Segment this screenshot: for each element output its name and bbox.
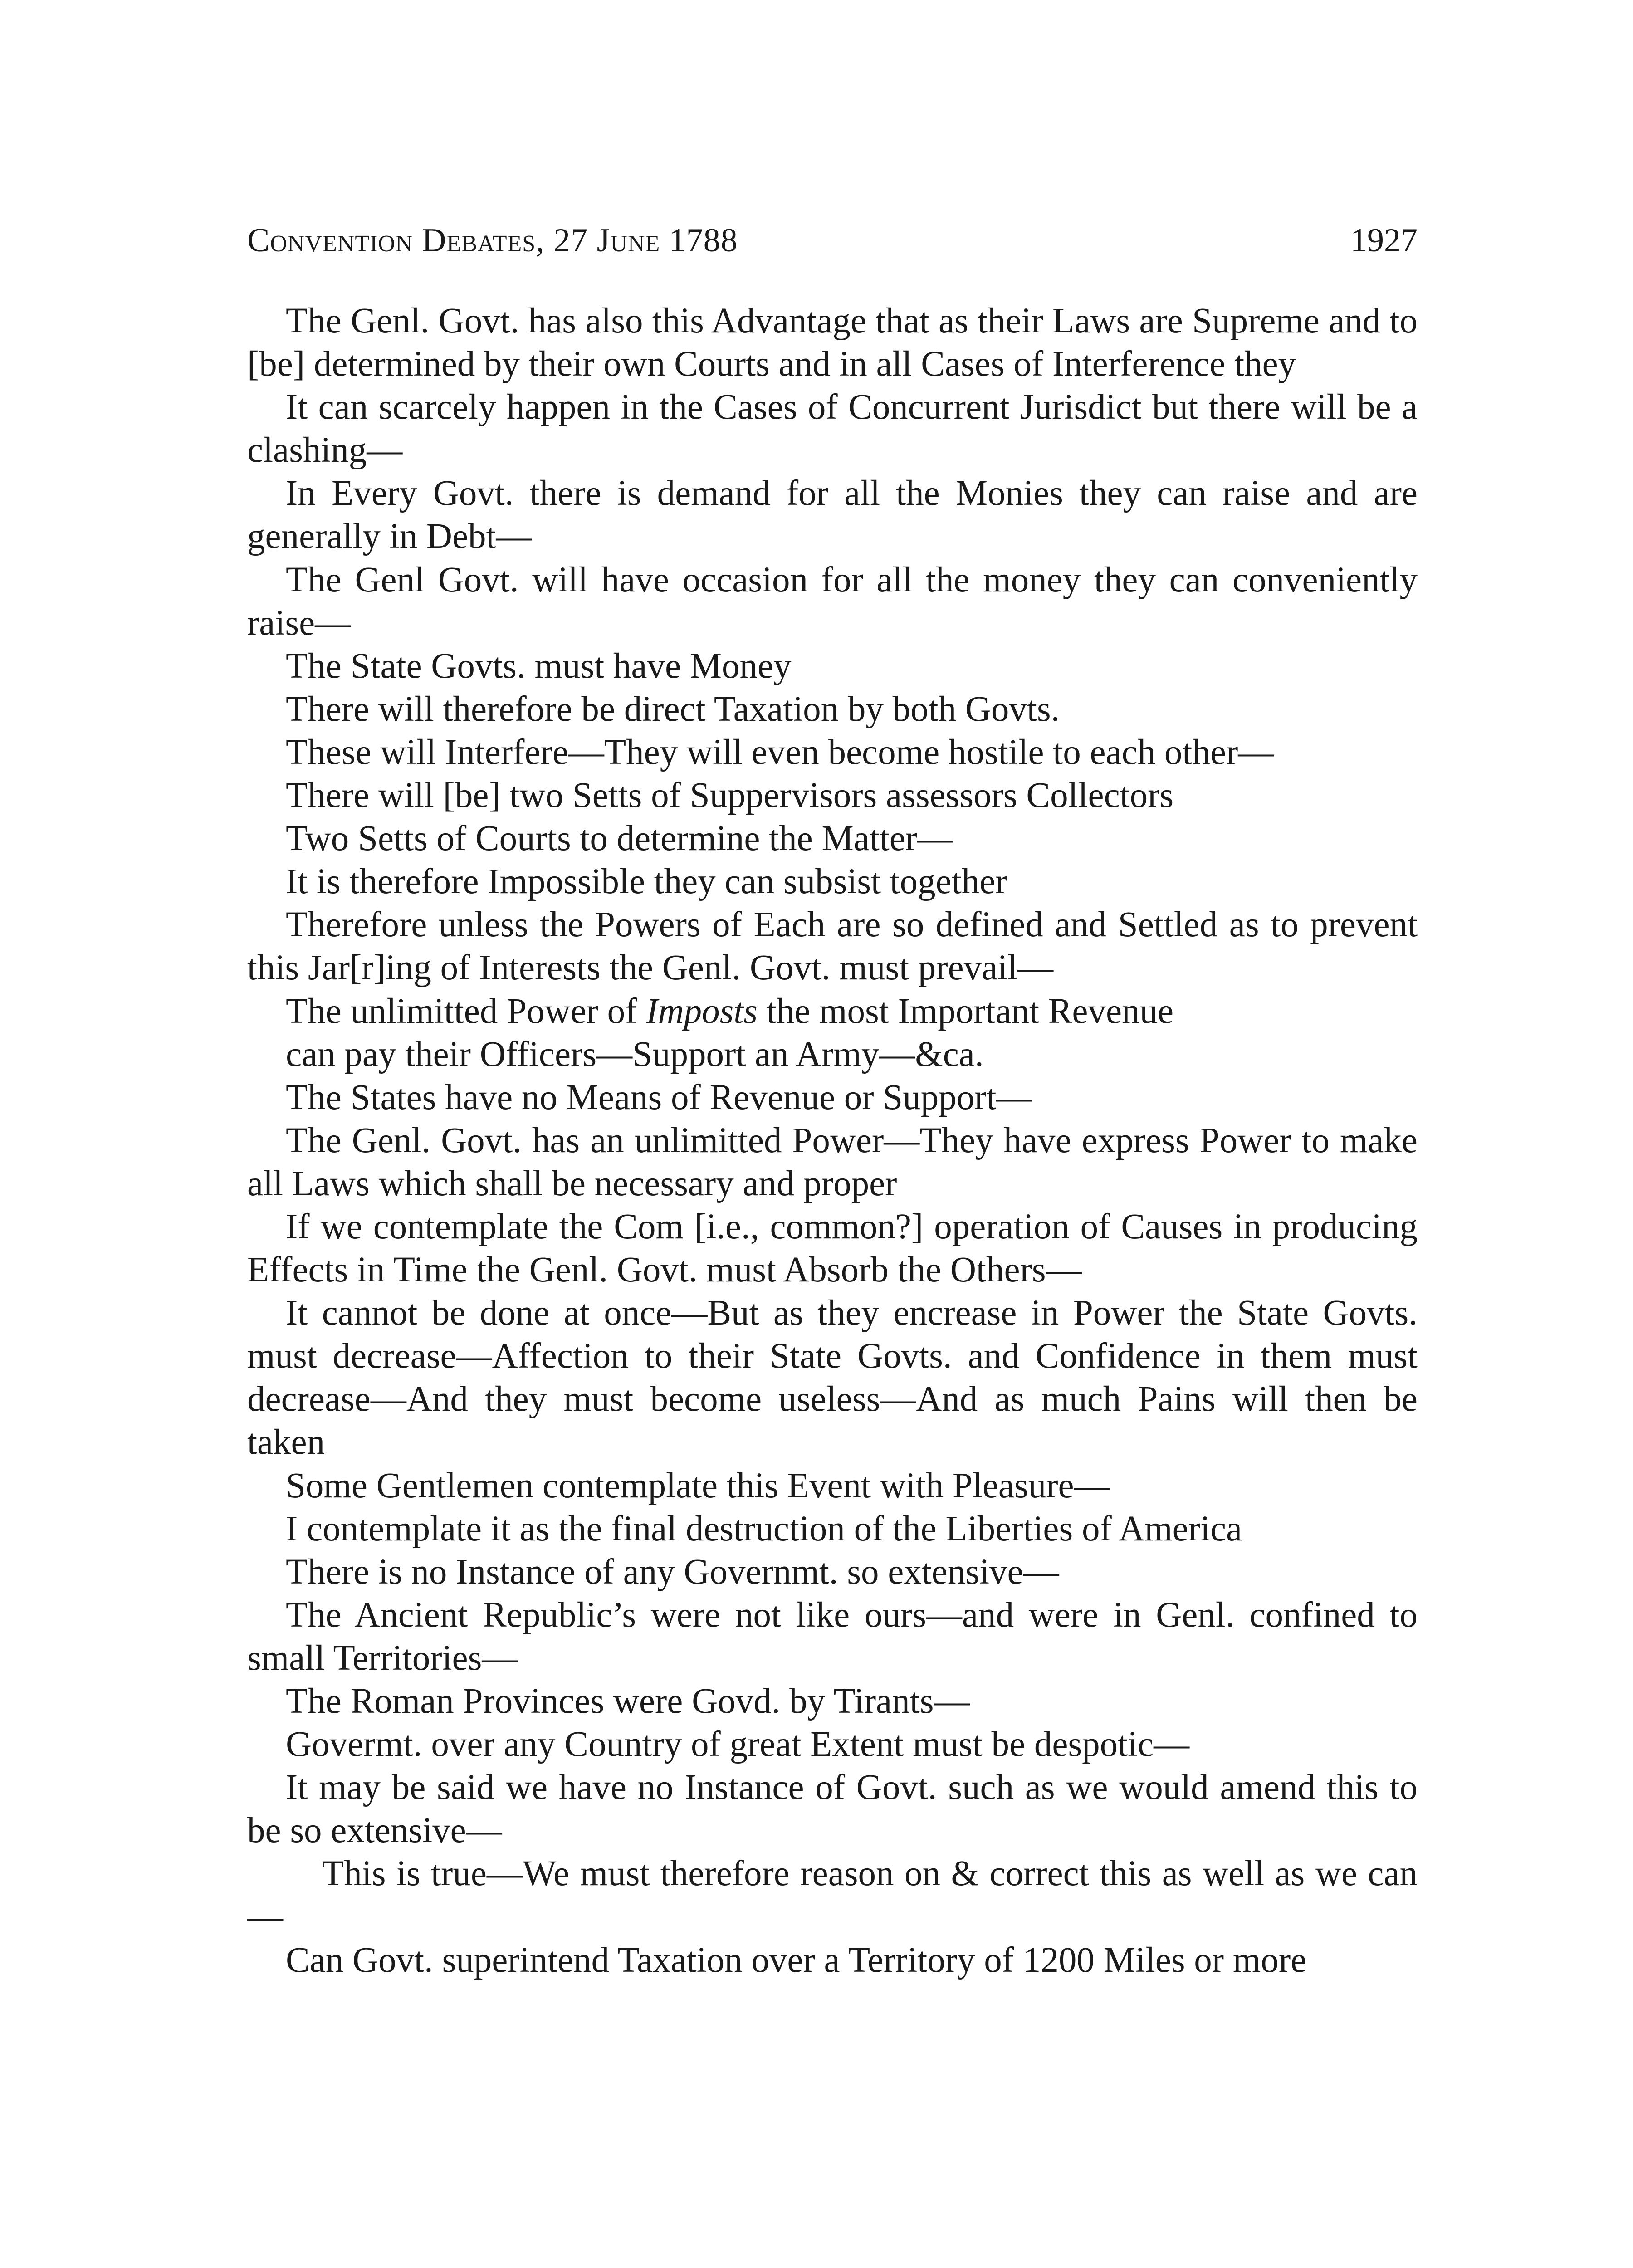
- italic-term: Imposts: [646, 991, 758, 1031]
- paragraph: Can Govt. superintend Taxation over a Territory of 1200 Miles or more: [286, 1940, 1307, 1980]
- paragraph-imposts: [247, 990, 1418, 1033]
- paragraph: The Genl. Govt. has also this Advantage that as their Laws are Supreme and to [be] determined by their own Courts and in all Cases of Interference they: [247, 301, 1418, 384]
- paragraph: The Genl Govt. will have occasion for all the money they can conveniently raise—: [247, 560, 1418, 643]
- paragraph: Therefore unless the Powers of Each are so defined and Settled as to prevent this Jar[r]ing of Interests the Genl. Govt. must prevail—: [247, 905, 1418, 988]
- page-number: 1927: [1350, 222, 1418, 259]
- body-text: [247, 299, 1418, 1982]
- paragraph: Two Setts of Courts to determine the Matter—: [286, 819, 953, 859]
- paragraph: The Roman Provinces were Govd. by Tirants—: [286, 1681, 970, 1721]
- paragraph: It cannot be done at once—But as they encrease in Power the State Govts. must decrease—Affection to their State Govts. and Confidence in them must decrease—And they must become useless—And as much Pains will then be taken: [247, 1293, 1418, 1462]
- paragraph: can pay their Officers—Support an Army—&ca.: [286, 1034, 984, 1074]
- paragraph: The States have no Means of Revenue or Support—: [286, 1077, 1032, 1117]
- paragraph-text: The unlimitted Power of: [286, 991, 646, 1031]
- paragraph: The State Govts. must have Money: [286, 646, 792, 686]
- paragraph: I contemplate it as the final destruction of the Liberties of America: [286, 1509, 1242, 1549]
- paragraph: These will Interfere—They will even become hostile to each other—: [286, 732, 1274, 772]
- paragraph: This is true—We must therefore reason on & correct this as well as we can—: [247, 1854, 1418, 1937]
- paragraph-text: the most Important Revenue: [758, 991, 1174, 1031]
- paragraph: In Every Govt. there is demand for all the Monies they can raise and are generally in Debt—: [247, 474, 1418, 557]
- running-head-title: Convention Debates, 27 June 1788: [247, 222, 738, 259]
- paragraph: It may be said we have no Instance of Govt. such as we would amend this to be so extensive—: [247, 1768, 1418, 1851]
- paragraph: If we contemplate the Com [i.e., common?] operation of Causes in producing Effects in Time the Genl. Govt. must Absorb the Others—: [247, 1207, 1418, 1290]
- paragraph: There is no Instance of any Governmt. so extensive—: [286, 1552, 1059, 1592]
- paragraph: Some Gentlemen contemplate this Event with Pleasure—: [286, 1466, 1110, 1505]
- paragraph: Govermt. over any Country of great Extent must be despotic—: [286, 1725, 1190, 1765]
- paragraph: There will [be] two Setts of Suppervisors assessors Collectors: [286, 776, 1174, 816]
- paragraph: The Ancient Republic’s were not like ours—and were in Genl. confined to small Territories—: [247, 1595, 1418, 1678]
- paragraph: It is therefore Impossible they can subsist together: [286, 862, 1007, 902]
- paragraph: It can scarcely happen in the Cases of Concurrent Jurisdict but there will be a clashing—: [247, 387, 1418, 470]
- paragraph: There will therefore be direct Taxation by both Govts.: [286, 689, 1060, 729]
- paragraph: The Genl. Govt. has an unlimitted Power—They have express Power to make all Laws which shall be necessary and proper: [247, 1120, 1418, 1203]
